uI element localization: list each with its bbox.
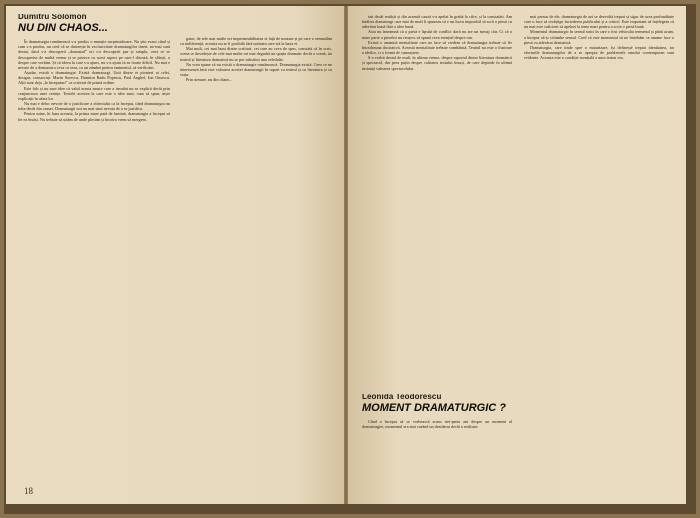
right-column-2 bbox=[524, 14, 674, 494]
paragraph: Mai mult, cei mai buni dintre scriitori, cei care au ceva de spus, constată că în scris, scena se dovedește de cele mai multe ori mai degrabă un spațiu dramatic decât o scenă, iar teatrul și literatura dramatică nu se pot substitui una celeilalte. bbox=[180, 46, 332, 62]
left-page bbox=[6, 6, 344, 504]
left-column-1 bbox=[18, 14, 170, 484]
paragraph: Dramaturgia, care tinde spre o maturizare, își definește treptat identitatea, iar eforturile dramaturgilor de a se apropia de problemele omului contemporan sunt evidente. Aceasta este o condiție esențială a unui teatru viu. bbox=[524, 44, 674, 61]
paragraph: Este fals și nu sunt idee că valul acesta masiv care a invadat nu se explică decât prin conjunctura unei cerințe. Textele acestea la care este o idee sunt, cum să spun, niște explicații în afara lor. bbox=[18, 85, 170, 101]
article-author: Dumitru Solomon bbox=[18, 14, 87, 21]
article-title: NU DIN CHAOS... bbox=[18, 22, 108, 35]
paragraph: tatt decât realiști și din această cauză s-a apelat în grabă la cifre, și la constatări. Am întâlnit dramaturgi care mai de mult îi spuneau că e un lucru imposibil să scrii o piesă cu adevărat bună fără o idee bună. bbox=[362, 14, 512, 30]
paragraph: Nu mai e deloc nevoie de o justificare a obiectului ca la început, când dramaturgia nu trăia decât din cazuri. Dramaturgii noi nu mai simt nevoia de a se justifica. bbox=[18, 101, 170, 112]
right-column-1 bbox=[362, 14, 512, 386]
article-title: MOMENT DRAMATURGIC ? bbox=[362, 402, 506, 415]
page-number: 18 bbox=[24, 486, 33, 496]
paragraph: Așadar, există o dramaturgie. Există dramaturgi. Unii dintre ei pionieri ai celei, desigur, consacrați: Marin Sorescu, Dumitru Radu Popescu, Paul Anghel, Ion Omescu. Alții sunt deja „la începuturi” ca scriitori de primă ordine. bbox=[18, 70, 170, 86]
paragraph: Când a început să se vorbească acum trei-patru ani despre un moment al dramaturgiei, momentul era mai curând un deziderat decât o realitate. bbox=[362, 419, 512, 430]
paragraph: S-a vorbit destul de mult, în ultima vreme, despre raportul dintre literatura dramatică și spectacol, dar prea puțin despre calitatea textului însuși, de care depinde în ultimă instanță valoarea spectacolului. bbox=[362, 55, 512, 71]
right-page bbox=[348, 6, 686, 504]
article-author: Leonida Teodorescu bbox=[362, 394, 442, 401]
left-column-2 bbox=[180, 36, 332, 476]
paragraph: mai presus de ele, dramaturgia de azi se dezvoltă treptat și sigur de acea profunditate care o face să recâștige încrederea publicului și a criticii. Este important să înțelegem că nu mai este suficient să apelezi la teme mari pentru a scrie o piesă bună. bbox=[524, 14, 674, 30]
article2-block bbox=[362, 394, 512, 494]
paragraph: Nu vom spune că nu există o dramaturgie românească. Dramaturgia există. Ceea ce ne interesează însă este valoarea acestei dramaturgii în raport cu teatrul și cu literatura și cu viața. bbox=[180, 61, 332, 78]
paragraph: Momentul dramaturgic în sensul strict în care o fost vehiculat termenul și până acum, a început să-și schimbe sensul. Cred că este momentul să ne întrebăm ce anume face o piesă cu adevărat dramatică. bbox=[524, 29, 674, 45]
paragraph: gator, de rele mai multe ori impermeabilitatea ei față de noutate și pe care o semnalăm cu indiferență, aceasta nu ar fi posibilă fără unitatea care stă la baza ei. bbox=[180, 36, 332, 47]
paragraph: Există o anumită mentalitate care ne face să credem că dramaturgia trebuie să fie întotdeauna ilustrativă. Această mentalitate trebuie combătută. Teatrul nu este o ilustrare a ideilor, ci o formă de cunoaștere. bbox=[362, 39, 512, 56]
paragraph: Asta nu înseamnă că o piesă e lipsită de conflict dacă nu are un mesaj clar. Ci că o mare parte a pieselor nu reușesc să spună ceva esențial despre om. bbox=[362, 29, 512, 40]
paragraph: Prin urmare, nu din chaos... bbox=[186, 77, 233, 83]
paragraph: Pentru mine, în luna aceasta, la prima mare pată de lumină, dramaturgia a început să fie ea însăși. Nu trebuie să uităm de unde plecăm și încotro vrem să mergem. bbox=[18, 111, 170, 122]
paragraph: În dramaturgia românească s-a produs o mutație surprinzătoare. Nu știu exact când și cum s-a produs, nu cred că se datorește în exclusivitate dramaturgilor tineri, no-mai sunt destui, dacă s-a descoperit „dramatul” ori s-a descoperit pur și simplu, ceea ce se descoperise de multă vreme și se petrece cu acest aspect pe care-l discută, în sfârșit, o despre care vorbim. Și că ideea la care s-a ajuns, nu s-a ajuns la ea foarte dificil. Nu mai e nevoie de a demonstra ceva cu teza, ca un zâmbet pentru eminentul, să verificăm. bbox=[18, 39, 170, 70]
